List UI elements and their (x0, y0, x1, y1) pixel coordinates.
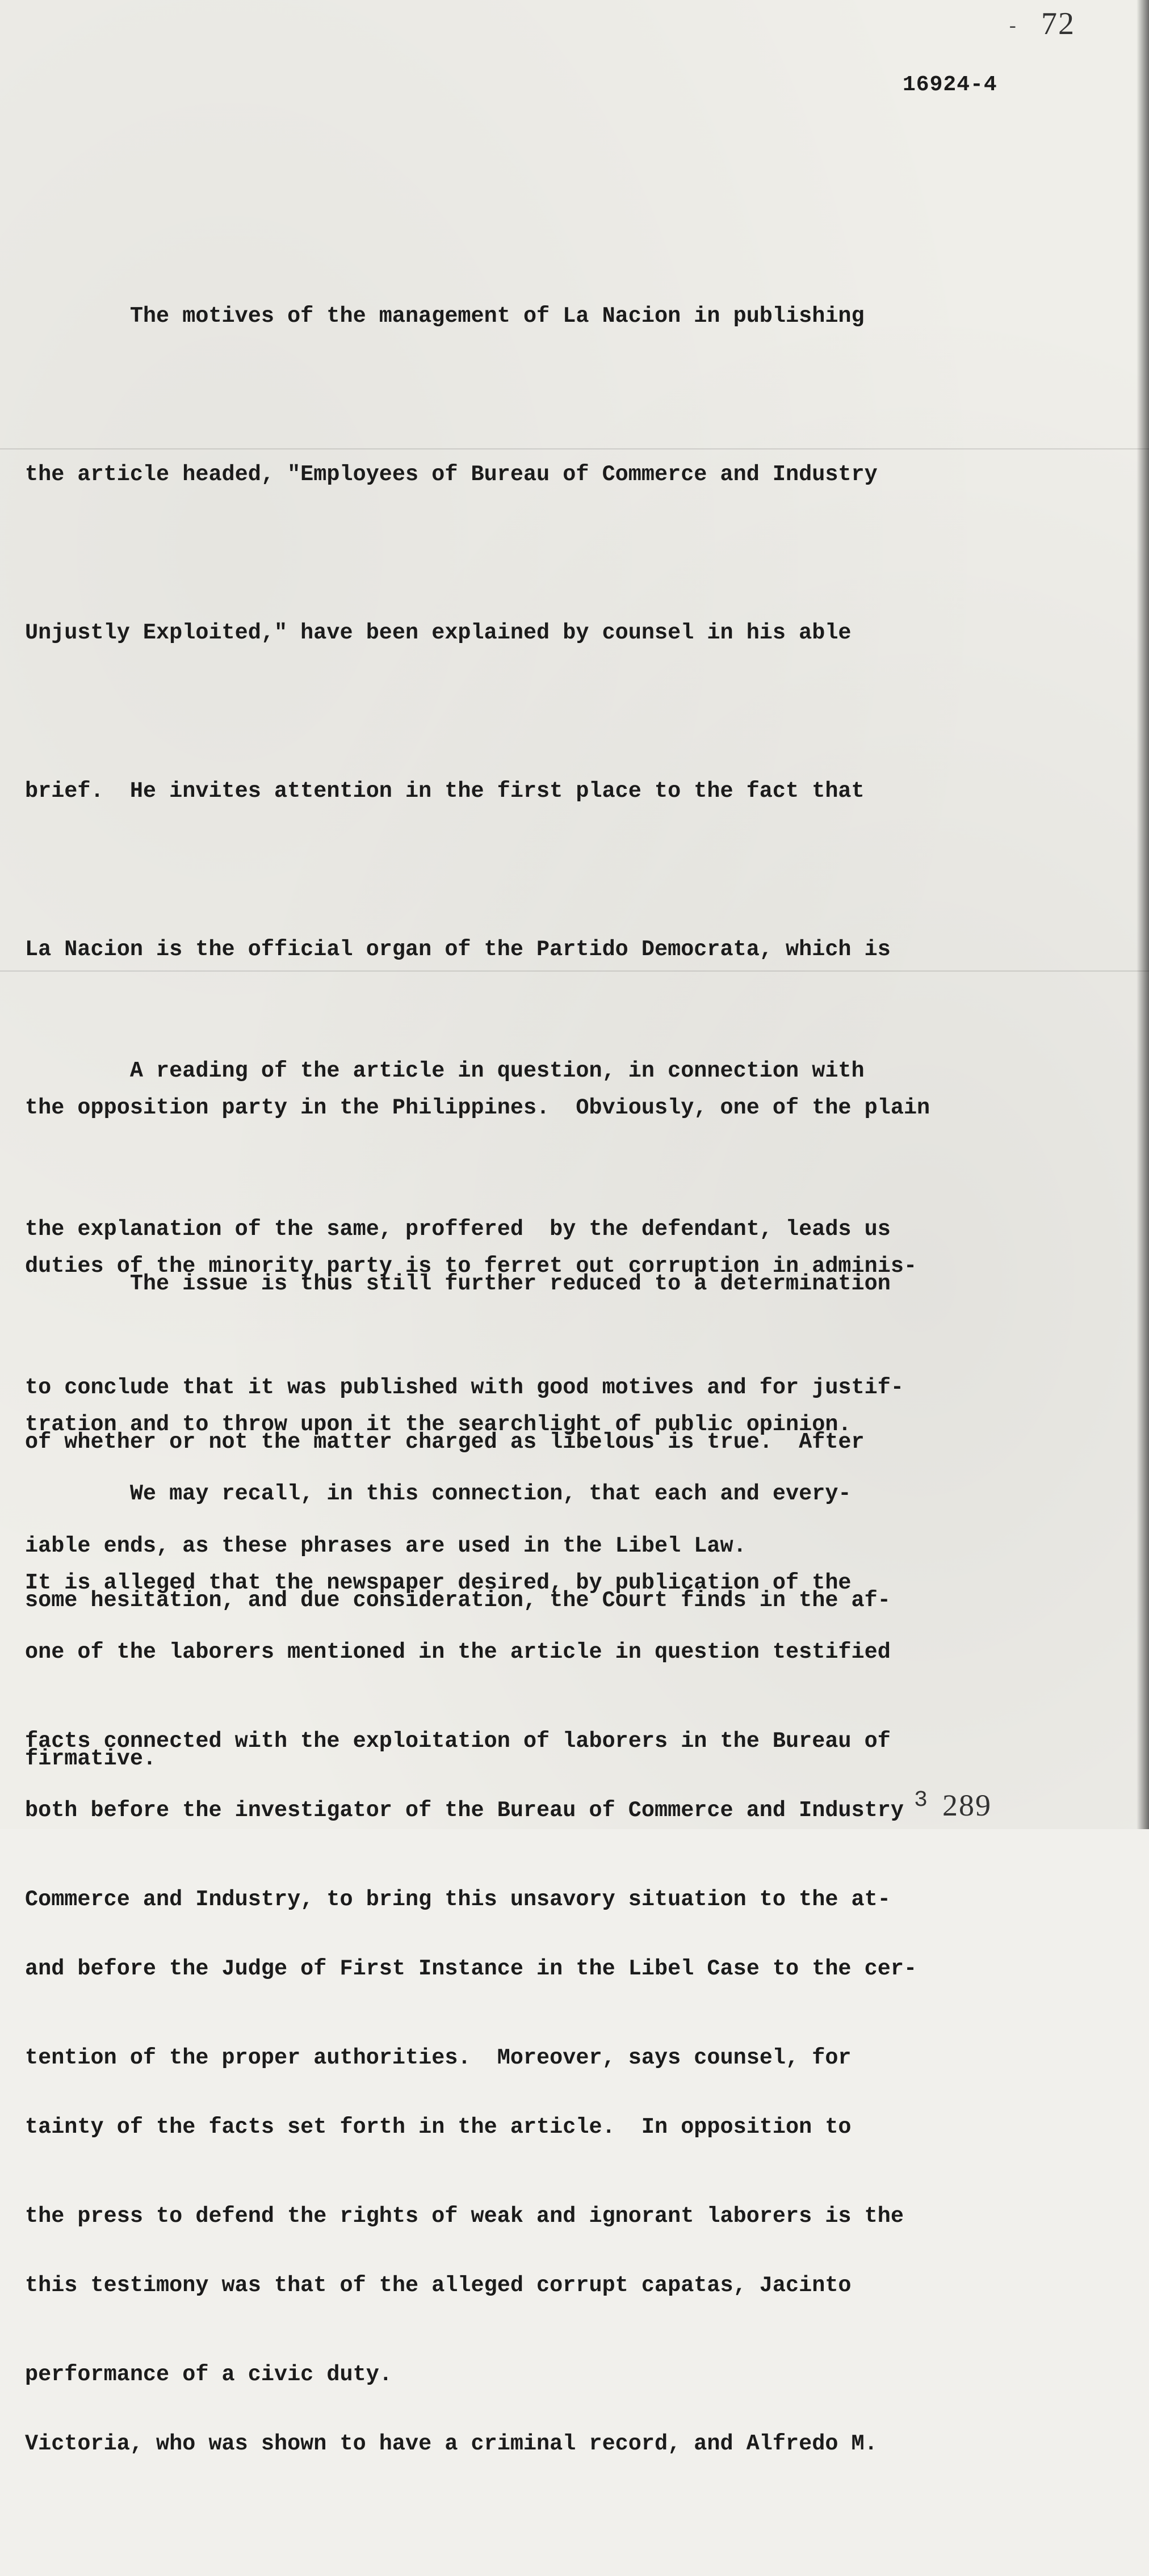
text-line: both before the investigator of the Bureau of Commerce and Industry (25, 1798, 904, 1823)
footer-mark: 3 (914, 1788, 928, 1813)
text-line: and before the Judge of First Instance in the Libel Case to the cer- (25, 1956, 917, 1981)
text-line: A reading of the article in question, in connection with (25, 1058, 865, 1083)
text-line: Unjustly Exploited," have been explained by counsel in his able (25, 620, 852, 645)
text-line: of whether or not the matter charged as libelous is true. After (25, 1430, 865, 1455)
text-line: iable ends, as these phrases are used in the Libel Law. (25, 1533, 747, 1558)
text-line: tention of the proper authorities. Moreover, says counsel, for (25, 2045, 852, 2070)
text-line: We may recall, in this connection, that each and every- (25, 1481, 852, 1506)
text-line: duties of the minority party is to ferret out corruption in adminis- (25, 1254, 917, 1279)
text-line: The issue is thus still further reduced to a determination (25, 1271, 891, 1296)
scan-edge-shadow (1137, 0, 1149, 1829)
text-line: facts connected with the exploitation of laborers in the Bureau of (25, 1729, 891, 1754)
text-line: the article headed, "Employees of Bureau of Commerce and Industry (25, 462, 878, 487)
text-line: The motives of the management of La Nacion in publishing (25, 304, 865, 329)
case-number: 16924-4 (903, 73, 997, 97)
text-line: It is alleged that the newspaper desired, by publication of the (25, 1570, 852, 1595)
text-line: the explanation of the same, proffered by the defendant, leads us (25, 1217, 891, 1242)
corner-mark: - (1007, 17, 1018, 39)
text-line: firmative. (25, 1746, 157, 1771)
text-line: Commerce and Industry, to bring this unsavory situation to the at- (25, 1887, 891, 1912)
text-line: brief. He invites attention in the first place to the fact that (25, 779, 865, 804)
text-line: Victoria, who was shown to have a criminal record, and Alfredo M. (25, 2431, 878, 2456)
page-number-top: 72 (1041, 6, 1075, 41)
text-line: tration and to throw upon it the searchlight of public opinion. (25, 1412, 852, 1437)
page-number-bottom: 289 (942, 1788, 992, 1822)
text-line: tainty of the facts set forth in the article. In opposition to (25, 2115, 852, 2140)
text-line: the press to defend the rights of weak and ignorant laborers is the (25, 2204, 904, 2229)
text-line: one of the laborers mentioned in the article in question testified (25, 1640, 891, 1665)
text-line: La Nacion is the official organ of the Partido Democrata, which is (25, 937, 891, 962)
paragraph-4 (25, 1362, 1121, 2576)
text-line: this testimony was that of the alleged corrupt capatas, Jacinto (25, 2273, 852, 2298)
text-line: the opposition party in the Philippines. Obviously, one of the plain (25, 1095, 930, 1120)
text-line: to conclude that it was published with good motives and for justif- (25, 1375, 904, 1400)
text-line: some hesitation, and due consideration, the Court finds in the af- (25, 1588, 891, 1613)
text-line: performance of a civic duty. (25, 2362, 392, 2387)
